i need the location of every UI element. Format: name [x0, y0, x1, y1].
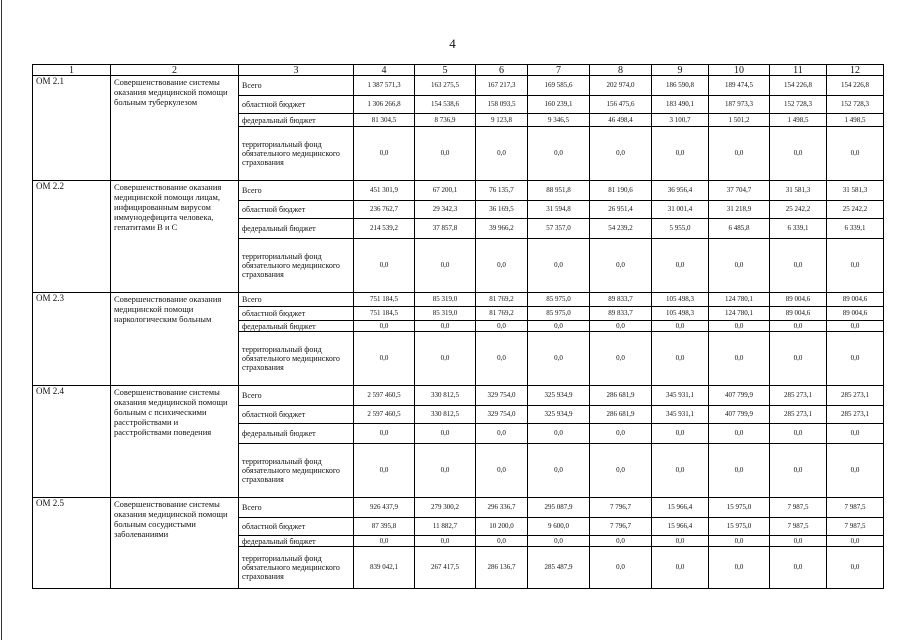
amount-cell: 15 975,0: [709, 518, 770, 536]
amount-cell: 87 395,8: [354, 518, 415, 536]
amount-cell: 0,0: [590, 444, 652, 498]
amount-cell: 325 934,9: [528, 406, 590, 424]
amount-cell: 31 594,8: [528, 201, 590, 219]
amount-cell: 81 190,6: [590, 181, 652, 201]
amount-cell: 0,0: [415, 239, 476, 293]
measure-name: Совершенствование системы оказания медицинской помощи больным туберкулезом: [111, 76, 239, 181]
amount-cell: 37 704,7: [709, 181, 770, 201]
amount-cell: 0,0: [590, 239, 652, 293]
table-row: [33, 386, 884, 406]
amount-cell: 0,0: [709, 444, 770, 498]
amount-cell: 279 300,2: [415, 498, 476, 518]
amount-cell: 0,0: [590, 547, 652, 589]
amount-cell: 154 538,6: [415, 96, 476, 114]
amount-cell: 26 951,4: [590, 201, 652, 219]
amount-cell: 85 975,0: [528, 293, 590, 307]
amount-cell: 105 498,3: [652, 293, 709, 307]
amount-cell: 186 590,8: [652, 76, 709, 96]
amount-cell: 9 123,8: [476, 114, 528, 127]
amount-cell: 9 346,5: [528, 114, 590, 127]
amount-cell: 183 490,1: [652, 96, 709, 114]
amount-cell: 0,0: [528, 239, 590, 293]
amount-cell: 0,0: [652, 424, 709, 444]
funding-source-label: территориальный фонд обязательного медицинского страхования: [239, 547, 354, 589]
funding-source-label: областной бюджет: [239, 201, 354, 219]
amount-cell: 0,0: [590, 424, 652, 444]
amount-cell: 0,0: [528, 536, 590, 547]
amount-cell: 0,0: [709, 321, 770, 332]
amount-cell: 286 681,9: [590, 406, 652, 424]
amount-cell: 451 301,9: [354, 181, 415, 201]
amount-cell: 89 004,6: [770, 293, 827, 307]
amount-cell: 187 973,3: [709, 96, 770, 114]
amount-cell: 0,0: [476, 332, 528, 386]
amount-cell: 0,0: [354, 332, 415, 386]
amount-cell: 3 100,7: [652, 114, 709, 127]
amount-cell: 0,0: [354, 239, 415, 293]
column-header: 10: [709, 65, 770, 76]
amount-cell: 81 769,2: [476, 307, 528, 321]
amount-cell: 89 833,7: [590, 293, 652, 307]
amount-cell: 0,0: [827, 127, 884, 181]
funding-source-label: федеральный бюджет: [239, 321, 354, 332]
amount-cell: 7 796,7: [590, 498, 652, 518]
amount-cell: 0,0: [528, 444, 590, 498]
column-header: 11: [770, 65, 827, 76]
amount-cell: 11 882,7: [415, 518, 476, 536]
amount-cell: 5 955,0: [652, 219, 709, 239]
funding-source-label: территориальный фонд обязательного медицинского страхования: [239, 332, 354, 386]
amount-cell: 295 087,9: [528, 498, 590, 518]
amount-cell: 0,0: [415, 321, 476, 332]
amount-cell: 0,0: [770, 332, 827, 386]
measure-code: ОМ 2.3: [33, 293, 111, 386]
table-row: [33, 181, 884, 201]
amount-cell: 0,0: [652, 547, 709, 589]
page-number: 4: [449, 36, 456, 51]
amount-cell: 158 093,5: [476, 96, 528, 114]
table-row: [33, 293, 884, 307]
table-body: [33, 65, 884, 589]
amount-cell: 0,0: [590, 536, 652, 547]
amount-cell: 0,0: [652, 536, 709, 547]
funding-source-label: Всего: [239, 293, 354, 307]
amount-cell: 154 226,8: [827, 76, 884, 96]
measure-code: ОМ 2.5: [33, 498, 111, 589]
amount-cell: 285 273,1: [770, 406, 827, 424]
amount-cell: 926 437,9: [354, 498, 415, 518]
amount-cell: 105 498,3: [652, 307, 709, 321]
amount-cell: 29 342,3: [415, 201, 476, 219]
amount-cell: 89 004,6: [827, 293, 884, 307]
funding-source-label: Всего: [239, 386, 354, 406]
measure-code: ОМ 2.1: [33, 76, 111, 181]
amount-cell: 6 339,1: [827, 219, 884, 239]
column-header: 5: [415, 65, 476, 76]
amount-cell: 0,0: [528, 321, 590, 332]
funding-source-label: Всего: [239, 76, 354, 96]
amount-cell: 0,0: [709, 424, 770, 444]
amount-cell: 154 226,8: [770, 76, 827, 96]
amount-cell: 31 001,4: [652, 201, 709, 219]
measure-name: Совершенствование оказания медицинской помощи наркологическим больным: [111, 293, 239, 386]
amount-cell: 285 273,1: [827, 406, 884, 424]
amount-cell: 76 135,7: [476, 181, 528, 201]
amount-cell: 0,0: [528, 332, 590, 386]
amount-cell: 8 736,9: [415, 114, 476, 127]
amount-cell: 330 812,5: [415, 386, 476, 406]
amount-cell: 329 754,0: [476, 406, 528, 424]
funding-source-label: территориальный фонд обязательного медицинского страхования: [239, 127, 354, 181]
funding-source-label: областной бюджет: [239, 96, 354, 114]
amount-cell: 0,0: [354, 321, 415, 332]
amount-cell: 0,0: [590, 127, 652, 181]
funding-source-label: федеральный бюджет: [239, 536, 354, 547]
amount-cell: 0,0: [476, 444, 528, 498]
amount-cell: 10 200,0: [476, 518, 528, 536]
amount-cell: 1 387 571,3: [354, 76, 415, 96]
amount-cell: 0,0: [476, 239, 528, 293]
amount-cell: 46 498,4: [590, 114, 652, 127]
amount-cell: 0,0: [770, 547, 827, 589]
amount-cell: 1 498,5: [827, 114, 884, 127]
amount-cell: 169 585,6: [528, 76, 590, 96]
amount-cell: 152 728,3: [827, 96, 884, 114]
budget-table: [32, 64, 884, 589]
amount-cell: 88 951,8: [528, 181, 590, 201]
table-row: [33, 498, 884, 518]
amount-cell: 345 931,1: [652, 386, 709, 406]
amount-cell: 67 200,1: [415, 181, 476, 201]
amount-cell: 286 136,7: [476, 547, 528, 589]
amount-cell: 0,0: [770, 536, 827, 547]
amount-cell: 15 966,4: [652, 518, 709, 536]
amount-cell: 160 239,1: [528, 96, 590, 114]
amount-cell: 7 987,5: [827, 498, 884, 518]
amount-cell: 329 754,0: [476, 386, 528, 406]
amount-cell: 9 600,0: [528, 518, 590, 536]
amount-cell: 285 487,9: [528, 547, 590, 589]
amount-cell: 0,0: [827, 424, 884, 444]
funding-source-label: Всего: [239, 181, 354, 201]
amount-cell: 0,0: [354, 127, 415, 181]
amount-cell: 0,0: [770, 321, 827, 332]
amount-cell: 124 780,1: [709, 307, 770, 321]
amount-cell: 6 339,1: [770, 219, 827, 239]
amount-cell: 0,0: [770, 239, 827, 293]
amount-cell: 839 042,1: [354, 547, 415, 589]
amount-cell: 0,0: [827, 321, 884, 332]
column-header: 8: [590, 65, 652, 76]
amount-cell: 15 966,4: [652, 498, 709, 518]
amount-cell: 7 796,7: [590, 518, 652, 536]
column-header: 9: [652, 65, 709, 76]
measure-name: Совершенствование системы оказания медицинской помощи больным сосудистыми заболеваниями: [111, 498, 239, 589]
amount-cell: 407 799,9: [709, 386, 770, 406]
amount-cell: 54 239,2: [590, 219, 652, 239]
funding-source-label: территориальный фонд обязательного медицинского страхования: [239, 239, 354, 293]
amount-cell: 0,0: [476, 536, 528, 547]
amount-cell: 0,0: [652, 321, 709, 332]
amount-cell: 0,0: [709, 127, 770, 181]
column-header: 4: [354, 65, 415, 76]
amount-cell: 36 956,4: [652, 181, 709, 201]
amount-cell: 0,0: [354, 424, 415, 444]
measure-name: Совершенствование системы оказания медицинской помощи больным с психическими расстройствами и расстройствами поведения: [111, 386, 239, 498]
measure-name: Совершенствование оказания медицинской помощи лицам, инфицированным вирусом иммунодефицита человека, гепатитами В и С: [111, 181, 239, 293]
amount-cell: 152 728,3: [770, 96, 827, 114]
amount-cell: 0,0: [770, 444, 827, 498]
column-header: 3: [239, 65, 354, 76]
amount-cell: 0,0: [709, 239, 770, 293]
amount-cell: 7 987,5: [827, 518, 884, 536]
amount-cell: 25 242,2: [827, 201, 884, 219]
amount-cell: 285 273,1: [770, 386, 827, 406]
page-left-edge: [1, 0, 2, 640]
amount-cell: 81 304,5: [354, 114, 415, 127]
amount-cell: 0,0: [415, 332, 476, 386]
amount-cell: 286 681,9: [590, 386, 652, 406]
amount-cell: 330 812,5: [415, 406, 476, 424]
amount-cell: 407 799,9: [709, 406, 770, 424]
amount-cell: 0,0: [709, 547, 770, 589]
amount-cell: 345 931,1: [652, 406, 709, 424]
amount-cell: 156 475,6: [590, 96, 652, 114]
amount-cell: 0,0: [709, 332, 770, 386]
amount-cell: 85 975,0: [528, 307, 590, 321]
amount-cell: 0,0: [354, 536, 415, 547]
amount-cell: 0,0: [827, 444, 884, 498]
amount-cell: 0,0: [827, 547, 884, 589]
amount-cell: 0,0: [709, 536, 770, 547]
amount-cell: 0,0: [652, 332, 709, 386]
funding-source-label: федеральный бюджет: [239, 219, 354, 239]
amount-cell: 7 987,5: [770, 518, 827, 536]
amount-cell: 1 498,5: [770, 114, 827, 127]
amount-cell: 25 242,2: [770, 201, 827, 219]
column-header: 7: [528, 65, 590, 76]
amount-cell: 0,0: [415, 424, 476, 444]
amount-cell: 0,0: [415, 536, 476, 547]
amount-cell: 85 319,0: [415, 293, 476, 307]
amount-cell: 89 833,7: [590, 307, 652, 321]
amount-cell: 85 319,0: [415, 307, 476, 321]
amount-cell: 0,0: [770, 127, 827, 181]
amount-cell: 1 501,2: [709, 114, 770, 127]
amount-cell: 0,0: [476, 321, 528, 332]
amount-cell: 81 769,2: [476, 293, 528, 307]
column-header: 2: [111, 65, 239, 76]
amount-cell: 7 987,5: [770, 498, 827, 518]
amount-cell: 214 539,2: [354, 219, 415, 239]
amount-cell: 31 581,3: [827, 181, 884, 201]
amount-cell: 89 004,6: [827, 307, 884, 321]
measure-code: ОМ 2.4: [33, 386, 111, 498]
amount-cell: 236 762,7: [354, 201, 415, 219]
amount-cell: 202 974,0: [590, 76, 652, 96]
amount-cell: 0,0: [827, 332, 884, 386]
amount-cell: 285 273,1: [827, 386, 884, 406]
amount-cell: 89 004,6: [770, 307, 827, 321]
amount-cell: 0,0: [528, 127, 590, 181]
table-row: [33, 76, 884, 96]
amount-cell: 0,0: [827, 536, 884, 547]
amount-cell: 0,0: [528, 424, 590, 444]
amount-cell: 0,0: [652, 239, 709, 293]
amount-cell: 751 184,5: [354, 307, 415, 321]
amount-cell: 1 306 266,8: [354, 96, 415, 114]
amount-cell: 57 357,0: [528, 219, 590, 239]
column-header: 6: [476, 65, 528, 76]
amount-cell: 37 857,8: [415, 219, 476, 239]
funding-source-label: Всего: [239, 498, 354, 518]
amount-cell: 2 597 460,5: [354, 386, 415, 406]
amount-cell: 0,0: [652, 444, 709, 498]
amount-cell: 39 966,2: [476, 219, 528, 239]
amount-cell: 0,0: [827, 239, 884, 293]
amount-cell: 0,0: [770, 424, 827, 444]
amount-cell: 124 780,1: [709, 293, 770, 307]
amount-cell: 0,0: [476, 127, 528, 181]
amount-cell: 751 184,5: [354, 293, 415, 307]
column-header: 1: [33, 65, 111, 76]
funding-source-label: областной бюджет: [239, 307, 354, 321]
amount-cell: 0,0: [476, 424, 528, 444]
funding-source-label: федеральный бюджет: [239, 424, 354, 444]
amount-cell: 167 217,3: [476, 76, 528, 96]
amount-cell: 296 336,7: [476, 498, 528, 518]
amount-cell: 31 581,3: [770, 181, 827, 201]
amount-cell: 15 975,0: [709, 498, 770, 518]
amount-cell: 325 934,9: [528, 386, 590, 406]
amount-cell: 0,0: [415, 444, 476, 498]
amount-cell: 0,0: [590, 332, 652, 386]
column-header: 12: [827, 65, 884, 76]
amount-cell: 189 474,5: [709, 76, 770, 96]
amount-cell: 31 218,9: [709, 201, 770, 219]
funding-source-label: областной бюджет: [239, 518, 354, 536]
funding-source-label: федеральный бюджет: [239, 114, 354, 127]
amount-cell: 0,0: [354, 444, 415, 498]
amount-cell: 6 485,8: [709, 219, 770, 239]
amount-cell: 0,0: [415, 127, 476, 181]
funding-source-label: территориальный фонд обязательного медицинского страхования: [239, 444, 354, 498]
amount-cell: 0,0: [590, 321, 652, 332]
amount-cell: 163 275,5: [415, 76, 476, 96]
amount-cell: 36 169,5: [476, 201, 528, 219]
amount-cell: 0,0: [652, 127, 709, 181]
funding-source-label: областной бюджет: [239, 406, 354, 424]
header-row: [33, 65, 884, 76]
amount-cell: 267 417,5: [415, 547, 476, 589]
measure-code: ОМ 2.2: [33, 181, 111, 293]
amount-cell: 2 597 460,5: [354, 406, 415, 424]
